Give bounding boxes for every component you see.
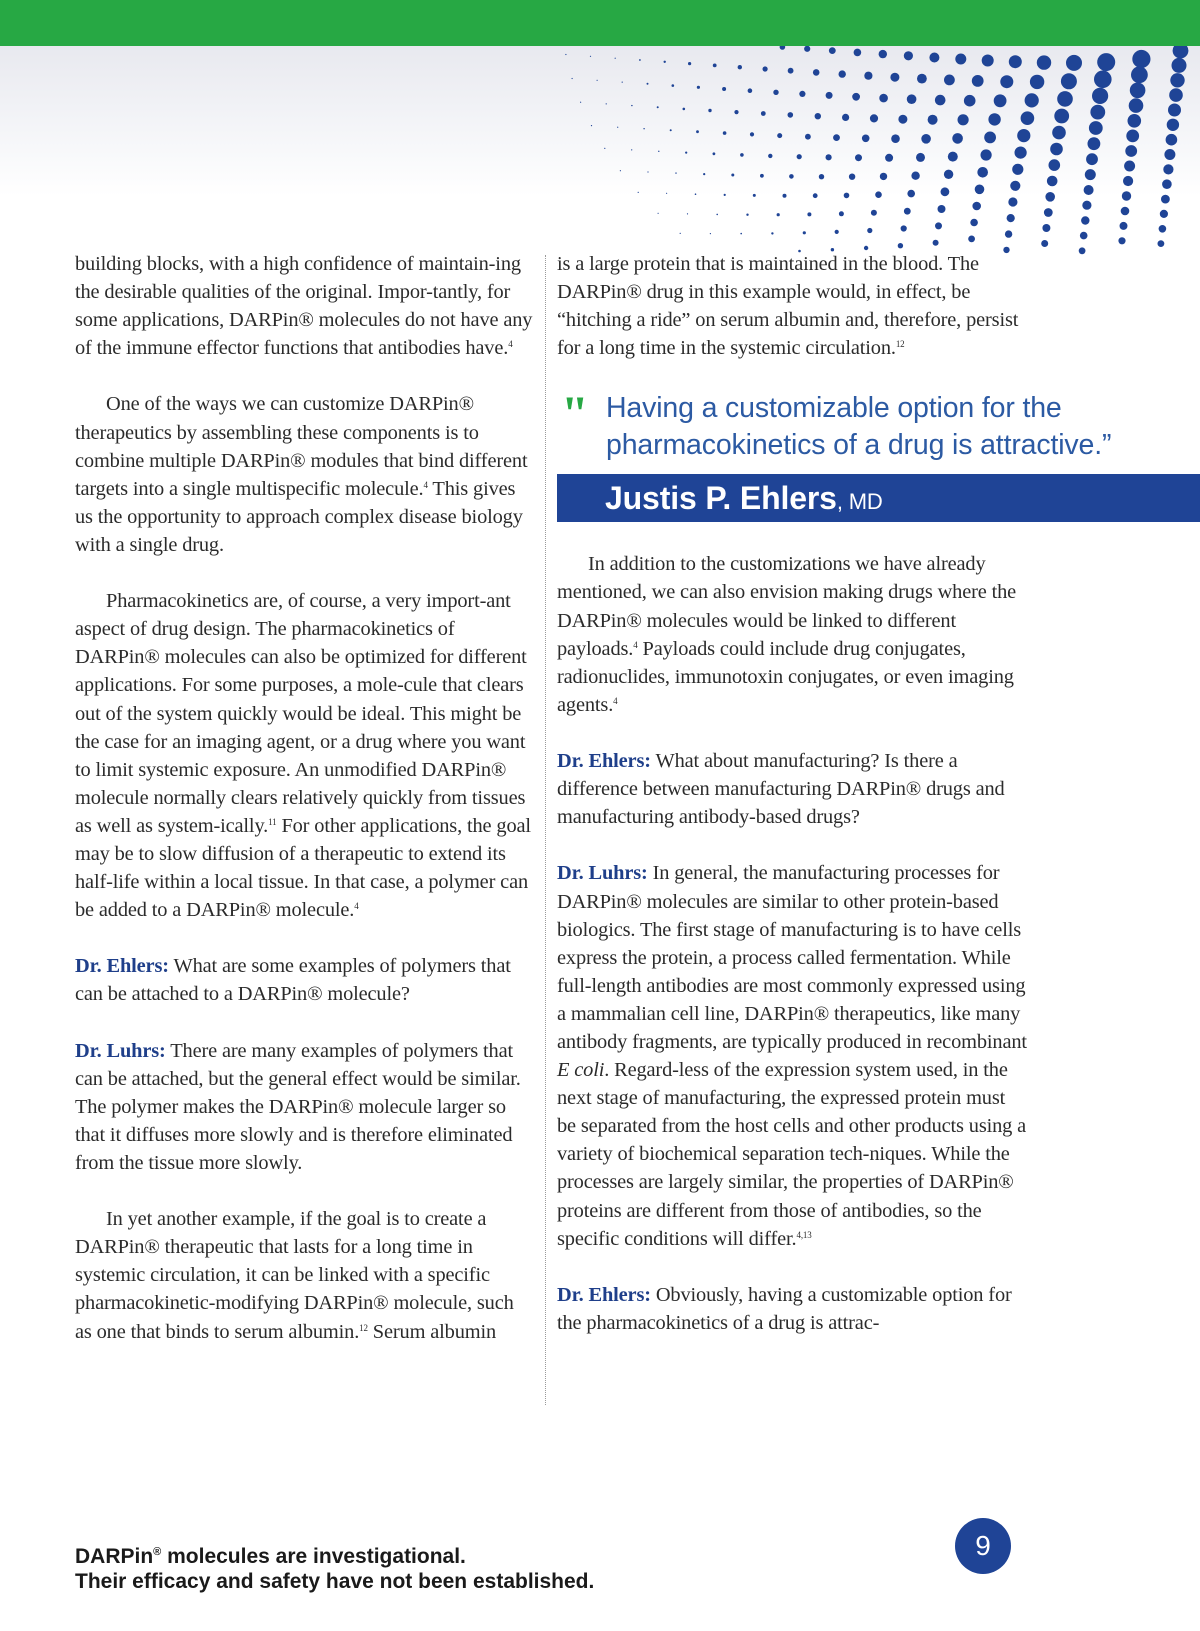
pull-quote-text: Having a customizable option for the pharmacokinetics of a drug is attractive.” — [606, 392, 1112, 462]
halftone-dot — [952, 133, 963, 144]
halftone-dot — [580, 102, 581, 103]
halftone-dot — [984, 132, 996, 144]
halftone-dot — [777, 133, 782, 138]
halftone-dot — [842, 114, 849, 121]
halftone-dot — [697, 86, 700, 89]
halftone-dot — [723, 131, 727, 135]
footer-disclaimer — [75, 1544, 775, 1594]
halftone-dot — [788, 112, 794, 118]
halftone-dot — [849, 174, 855, 180]
halftone-dot — [1168, 104, 1181, 117]
halftone-dot — [935, 95, 946, 106]
halftone-dot — [1010, 181, 1020, 191]
halftone-dot — [713, 64, 717, 68]
halftone-dot — [680, 233, 681, 234]
halftone-dot — [879, 94, 888, 103]
top-green-bar — [0, 0, 1200, 46]
halftone-dot — [617, 127, 618, 128]
disclaimer-line-1: DARPin® molecules are investigational. — [75, 1545, 466, 1568]
halftone-dot — [904, 208, 911, 215]
paragraph: In addition to the customizations we have already mentioned, we can also envision making drugs where the DARPin® molecules would be linked to different payloads.$^4$ Payloads could include drug conjugates, radionuclides, immunotoxin conjugates, or even imaging agents.$^4$ — [557, 553, 1017, 716]
halftone-dot — [1097, 53, 1115, 71]
halftone-dot — [688, 62, 691, 65]
halftone-dot — [1162, 179, 1172, 189]
halftone-dot — [835, 230, 839, 234]
halftone-dot — [907, 190, 915, 198]
halftone-dot — [771, 232, 773, 234]
halftone-dot — [590, 56, 591, 57]
halftone-dot — [898, 115, 907, 124]
halftone-dot — [1009, 55, 1022, 68]
halftone-dot — [604, 148, 605, 149]
halftone-dot — [955, 54, 966, 65]
right-column — [557, 250, 1112, 1365]
halftone-dot — [1122, 191, 1131, 200]
reference-superscript: 11 — [268, 816, 277, 827]
halftone-dot — [948, 152, 958, 162]
halftone-dot — [572, 78, 573, 79]
halftone-dot — [1123, 176, 1133, 186]
halftone-dot — [631, 149, 632, 150]
halftone-dot — [803, 231, 806, 234]
speaker-label: Dr. Ehlers: — [557, 750, 651, 773]
halftone-dot — [1164, 149, 1175, 160]
halftone-dot — [964, 95, 976, 107]
halftone-dot — [854, 49, 862, 57]
halftone-dot — [907, 94, 917, 104]
halftone-dot — [1172, 58, 1187, 73]
halftone-dot — [788, 68, 794, 74]
quote-attribution — [605, 480, 883, 520]
halftone-dot — [1042, 224, 1050, 232]
halftone-dot — [807, 212, 811, 216]
halftone-dot — [944, 170, 953, 179]
halftone-dot — [1015, 147, 1027, 159]
speaker-label: Dr. Ehlers: — [557, 1283, 651, 1306]
reference-superscript: 4,13 — [796, 1229, 812, 1240]
halftone-dot — [597, 80, 598, 81]
halftone-dot — [1170, 73, 1184, 87]
halftone-dot — [898, 243, 903, 248]
halftone-dot — [591, 125, 592, 126]
halftone-dot — [833, 134, 840, 141]
halftone-dot — [647, 171, 648, 172]
halftone-dot — [789, 174, 794, 179]
speaker-label: Dr. Luhrs: — [75, 1039, 166, 1062]
halftone-dot — [1089, 121, 1103, 135]
halftone-dot — [696, 130, 699, 133]
halftone-dot — [783, 194, 787, 198]
halftone-dot — [606, 103, 607, 104]
halftone-dot — [1088, 137, 1101, 150]
halftone-dot — [639, 59, 641, 61]
halftone-dot — [1057, 91, 1073, 107]
halftone-dot — [819, 174, 824, 179]
halftone-dot — [713, 152, 716, 155]
halftone-dot — [1045, 192, 1055, 202]
halftone-dot — [768, 154, 772, 158]
halftone-dot — [1041, 240, 1048, 247]
halftone-dot — [695, 193, 697, 195]
halftone-dot — [657, 106, 659, 108]
reference-superscript: 4 — [423, 479, 428, 490]
halftone-dot — [855, 154, 862, 161]
halftone-dot — [826, 154, 832, 160]
reference-superscript: 12 — [359, 1322, 368, 1333]
halftone-dot — [879, 50, 887, 58]
halftone-dot — [763, 66, 768, 71]
page-number-badge: 9 — [955, 1518, 1011, 1574]
halftone-dot — [994, 94, 1007, 107]
halftone-dot — [1054, 109, 1069, 124]
halftone-dot — [746, 214, 748, 216]
paragraph: In yet another example, if the goal is to create a DARPin® therapeutic that lasts for a long time in systemic circulation, it can be linked with a specific pharmacokinetic-modifying DARPin® molecule, such as one that binds to serum albumin.$^{12}$ Serum albumin — [75, 1208, 514, 1343]
halftone-dot — [738, 65, 742, 69]
halftone-dot — [670, 129, 672, 131]
halftone-dot — [1080, 232, 1088, 240]
halftone-dot — [1047, 176, 1058, 187]
reference-superscript: 4 — [633, 639, 638, 650]
speaker-label: Dr. Luhrs: — [557, 862, 648, 885]
halftone-dot — [975, 185, 985, 195]
halftone-dot — [891, 134, 900, 143]
halftone-dot — [753, 194, 756, 197]
halftone-dot — [1084, 185, 1094, 195]
halftone-dot — [631, 105, 632, 106]
halftone-dot — [815, 113, 821, 119]
halftone-dot — [1128, 114, 1142, 128]
column-divider — [545, 255, 546, 1405]
halftone-dot — [565, 54, 566, 55]
attribution-name: Justis P. Ehlers — [605, 480, 837, 517]
halftone-dot — [813, 193, 818, 198]
halftone-dot — [1079, 247, 1086, 254]
paragraph: Pharmacokinetics are, of course, a very import-ant aspect of drug design. The pharmacokinetics of DARPin® molecules can also be optimized for different applications. For some purposes, a mole-cule that clears out of the system quickly would be ideal. This might be the case for an imaging agent, or a drug where you want to limit systemic exposure. An unmodified DARPin® molecule normally clears relatively quickly from tissues as well as system-ically.$^{11}$ For other applications, the goal may be to slow diffusion of a therapeutic to extend its half-life within a local tissue. In that case, a polymer can be added to a DARPin® molecule.$^4$ — [75, 590, 531, 922]
halftone-dot — [870, 114, 878, 122]
halftone-dot — [839, 211, 844, 216]
halftone-dot — [672, 84, 675, 87]
halftone-dot — [1118, 237, 1125, 244]
halftone-dot — [890, 73, 899, 82]
halftone-dot — [1163, 164, 1173, 174]
halftone-dot — [1167, 119, 1179, 131]
halftone-dot — [1007, 214, 1015, 222]
halftone-dot — [981, 149, 992, 160]
halftone-dot — [750, 132, 754, 136]
halftone-dot — [941, 187, 950, 196]
spacer — [557, 522, 1027, 550]
halftone-dot — [748, 88, 753, 93]
halftone-dot — [972, 202, 981, 211]
halftone-dot — [760, 174, 764, 178]
halftone-dot — [829, 47, 836, 54]
halftone-dot — [622, 82, 623, 83]
attribution-credentials: , MD — [836, 489, 883, 515]
halftone-dot — [1021, 111, 1035, 125]
reference-superscript: 12 — [895, 339, 905, 350]
halftone-dot — [1044, 208, 1053, 217]
halftone-dot — [885, 154, 893, 162]
halftone-dot — [1090, 105, 1105, 120]
halftone-dot — [1049, 159, 1061, 171]
halftone-dot — [1161, 195, 1170, 204]
halftone-dot — [615, 58, 616, 59]
halftone-dot — [658, 213, 659, 214]
halftone-dot — [1081, 216, 1089, 224]
halftone-dot — [708, 109, 711, 112]
halftone-dot — [1160, 210, 1168, 218]
halftone-dot — [1126, 130, 1139, 143]
halftone-dot — [929, 53, 939, 63]
halftone-dot — [1125, 145, 1137, 157]
halftone-dot — [988, 113, 1000, 125]
halftone-dot — [935, 222, 942, 229]
halftone-dot — [716, 214, 718, 216]
halftone-dot — [933, 240, 939, 246]
halftone-dot — [797, 154, 802, 159]
quote-mark-icon: " — [561, 385, 585, 442]
halftone-dot — [780, 46, 786, 50]
interview-answer: Dr. Luhrs: There are many examples of polymers that can be attached, but the general effect would be similar. The polymer makes the DARPin® molecule larger so that it diffuses more slowly and is therefore eliminated from the tissue more slowly. — [75, 1039, 521, 1174]
halftone-dot — [839, 70, 846, 77]
halftone-dot — [1169, 88, 1183, 102]
halftone-dot — [875, 191, 882, 198]
halftone-dot — [1131, 66, 1148, 83]
halftone-dot — [1037, 55, 1051, 69]
halftone-dot — [804, 46, 810, 52]
halftone-dot — [777, 213, 780, 216]
reference-superscript: 4 — [354, 901, 359, 912]
halftone-dot — [1085, 169, 1096, 180]
halftone-dot — [944, 75, 955, 86]
speaker-label: Dr. Ehlers: — [75, 955, 169, 978]
halftone-dot — [1120, 222, 1128, 230]
halftone-dot — [1005, 230, 1012, 237]
halftone-dot — [1166, 134, 1178, 146]
halftone-dot — [1130, 83, 1146, 99]
halftone-dot — [970, 219, 978, 227]
halftone-dot — [1121, 207, 1130, 216]
halftone-dot — [916, 153, 925, 162]
halftone-dot — [972, 75, 984, 87]
disclaimer-line-2: Their efficacy and safety have not been established. — [75, 1570, 595, 1593]
halftone-dot — [1025, 93, 1039, 107]
interview-answer: Dr. Luhrs: In general, the manufacturing processes for DARPin® molecules are similar to other protein-based biologics. The first stage of manufacturing is to have cells express the protein, a process called fermentation. While full-length antibodies are most commonly expressed using a mammalian cell line, DARPin® therapeutics, like many antibody fragments, are typically produced in recombinant E coli. Regard-less of the expression system used, in the next stage of manufacturing, the expressed protein must be separated from the host cells and other products using a variety of biochemical separation tech-niques. While the processes are largely similar, the properties of DARPin® proteins are different from those of antibodies, so the specific conditions will differ.$^{4,13}$ — [557, 862, 1027, 1250]
halftone-dot — [904, 51, 913, 60]
halftone-dot — [867, 228, 872, 233]
halftone-dot — [1030, 75, 1044, 89]
halftone-dot — [977, 167, 988, 178]
paragraph: is a large protein that is maintained in the blood. The DARPin® drug in this example would, in effect, be “hitching a ride” on serum albumin and, therefore, persist for a long time in the systemic circulation.$^{12}$ — [557, 253, 1019, 360]
halftone-dot — [917, 74, 927, 84]
halftone-dot — [687, 213, 688, 214]
halftone-dot — [683, 108, 686, 111]
halftone-dot — [773, 90, 778, 95]
halftone-dot — [1094, 71, 1112, 89]
reference-superscript: 4 — [508, 339, 513, 350]
halftone-dot — [722, 87, 726, 91]
halftone-dot-pattern — [560, 46, 1200, 256]
halftone-dot — [880, 173, 887, 180]
halftone-dot — [1066, 55, 1082, 71]
halftone-dot — [921, 134, 931, 144]
halftone-dot — [710, 233, 711, 234]
halftone-dot — [620, 170, 621, 171]
reference-superscript: 4 — [613, 695, 618, 706]
halftone-dot — [958, 114, 969, 125]
halftone-dot — [647, 83, 649, 85]
paragraph: One of the ways we can customize DARPin® therapeutics by assembling these components is to combine multiple DARPin® modules that bind different targets into a single multispecific molecule.$^4$ This gives us the opportunity to approach complex disease biology with a single drug. — [75, 393, 528, 556]
halftone-dot — [799, 91, 805, 97]
halftone-dot — [813, 69, 820, 76]
halftone-dot — [826, 92, 833, 99]
halftone-dot — [928, 115, 938, 125]
halftone-dot — [724, 194, 726, 196]
halftone-dot — [968, 236, 975, 243]
halftone-dot — [703, 173, 705, 175]
halftone-dot — [805, 134, 811, 140]
halftone-dot — [734, 110, 738, 114]
halftone-dot — [1008, 197, 1017, 206]
interview-question: Dr. Ehlers: What are some examples of polymers that can be attached to a DARPin® molecule? — [75, 955, 511, 1006]
halftone-dot — [731, 174, 734, 177]
halftone-dot — [658, 151, 659, 152]
halftone-dot — [761, 111, 766, 116]
halftone-dot — [1012, 164, 1023, 175]
halftone-dot — [1158, 240, 1165, 247]
halftone-dot — [901, 225, 907, 231]
halftone-dot — [938, 205, 946, 213]
halftone-dot — [852, 93, 860, 101]
halftone-dot — [1159, 225, 1167, 233]
halftone-dot — [862, 135, 870, 143]
halftone-dot — [666, 193, 667, 194]
halftone-dot — [1132, 50, 1150, 68]
paragraph: building blocks, with a high confidence of maintain-ing the desirable qualities of the original. Impor-tantly, for some applications, DARPin® molecules do not have any of the immune effector functions that antibodies have.$^4$ — [75, 253, 533, 360]
left-column — [75, 250, 535, 1374]
halftone-dot — [1000, 75, 1013, 88]
halftone-dot — [1173, 46, 1189, 59]
halftone-dot — [740, 233, 742, 235]
halftone-dot — [1129, 98, 1144, 113]
halftone-dot — [1061, 73, 1077, 89]
halftone-dot — [740, 153, 744, 157]
halftone-dot — [871, 210, 877, 216]
halftone-dot — [1017, 129, 1030, 142]
halftone-dot — [911, 172, 919, 180]
halftone-dot — [664, 61, 666, 63]
halftone-dot — [1052, 126, 1066, 140]
halftone-dot — [638, 192, 639, 193]
interview-question: Dr. Ehlers: Obviously, having a customizable option for the pharmacokinetics of a drug is attrac- — [557, 1283, 1012, 1334]
halftone-dot — [1092, 88, 1108, 104]
halftone-dot — [982, 55, 994, 67]
halftone-dot — [1082, 201, 1091, 210]
halftone-dot — [675, 172, 676, 173]
quote-attribution-bar — [557, 474, 1200, 522]
halftone-dot — [685, 152, 687, 154]
halftone-dot — [864, 72, 872, 80]
halftone-dot — [1050, 143, 1063, 156]
halftone-dot — [1124, 161, 1135, 172]
halftone-dot — [844, 193, 850, 199]
pull-quote — [557, 385, 1112, 462]
halftone-dot — [1086, 153, 1098, 165]
interview-question: Dr. Ehlers: What about manufacturing? Is there a difference between manufacturing DARPin® drugs and manufacturing antibody-based drugs? — [557, 750, 1005, 829]
halftone-dot — [643, 128, 644, 129]
